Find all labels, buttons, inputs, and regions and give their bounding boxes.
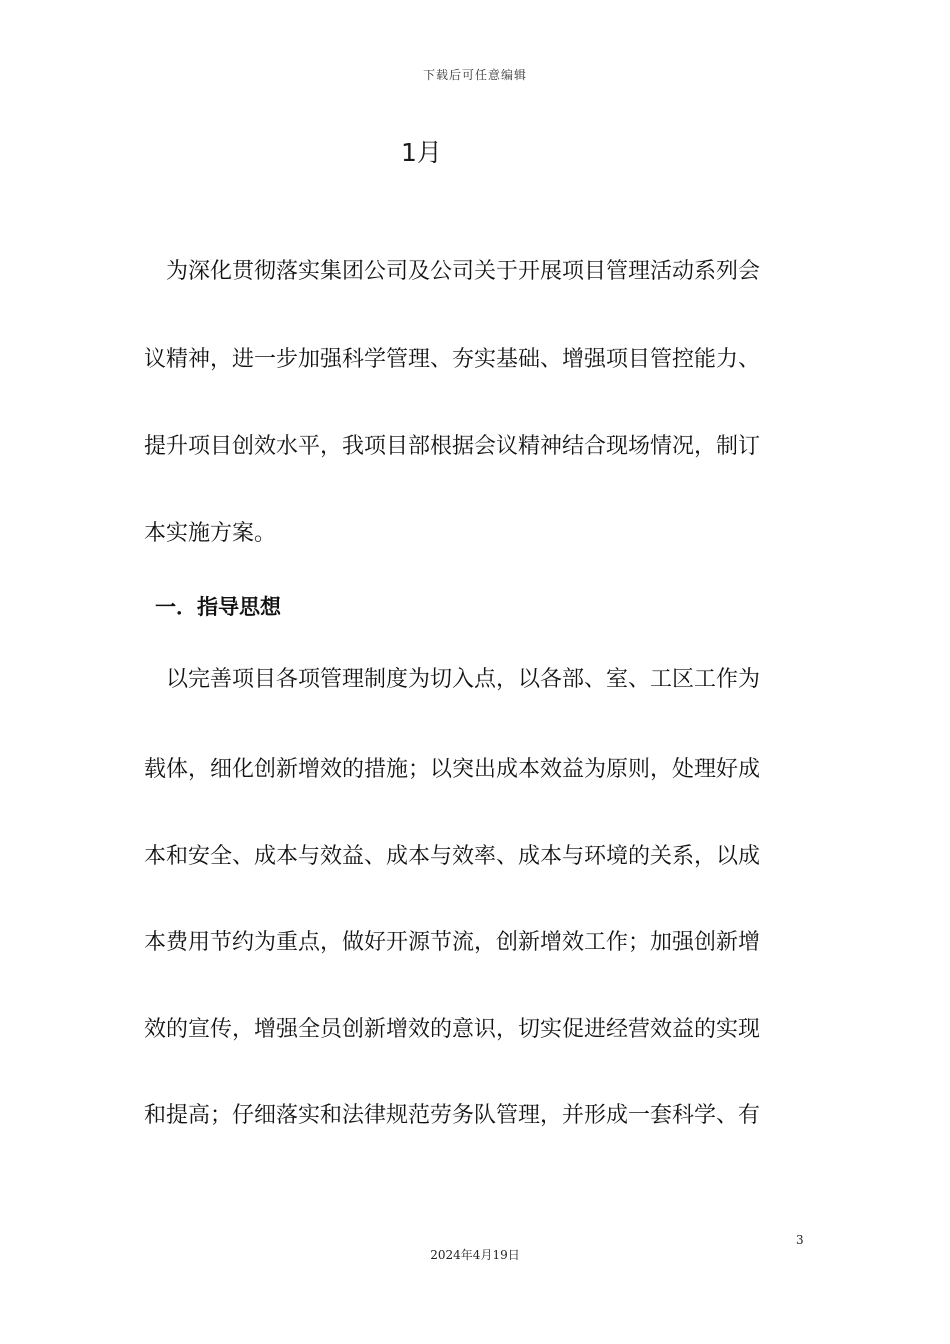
intro-line: 本实施方案。 [144, 521, 277, 546]
section1-line: 和提高；仔细落实和法律规范劳务队管理，并形成一套科学、有 [144, 1103, 761, 1128]
page-number: 3 [796, 1233, 804, 1247]
section-heading-guiding-ideology: 一．指导思想 [155, 595, 281, 619]
intro-line: 议精神，进一步加强科学管理、夯实基础、增强项目管控能力、 [144, 347, 761, 372]
section1-line: 载体，细化创新增效的措施；以突出成本效益为原则，处理好成 [144, 757, 761, 782]
header-note: 下载后可任意编辑 [422, 68, 527, 82]
section1-line: 本和安全、成本与效益、成本与效率、成本与环境的关系，以成 [144, 844, 761, 869]
section1-line: 效的宣传，增强全员创新增效的意识，切实促进经营效益的实现 [144, 1017, 761, 1042]
month-title: 1月 [401, 138, 442, 167]
intro-line: 提升项目创效水平，我项目部根据会议精神结合现场情况，制订 [144, 434, 761, 459]
footer-date: 2024年4月19日 [430, 1248, 520, 1262]
intro-line: 为深化贯彻落实集团公司及公司关于开展项目管理活动系列会 [144, 259, 761, 284]
section1-line: 本费用节约为重点，做好开源节流，创新增效工作；加强创新增 [144, 930, 761, 955]
section1-line: 以完善项目各项管理制度为切入点，以各部、室、工区工作为 [144, 667, 761, 692]
